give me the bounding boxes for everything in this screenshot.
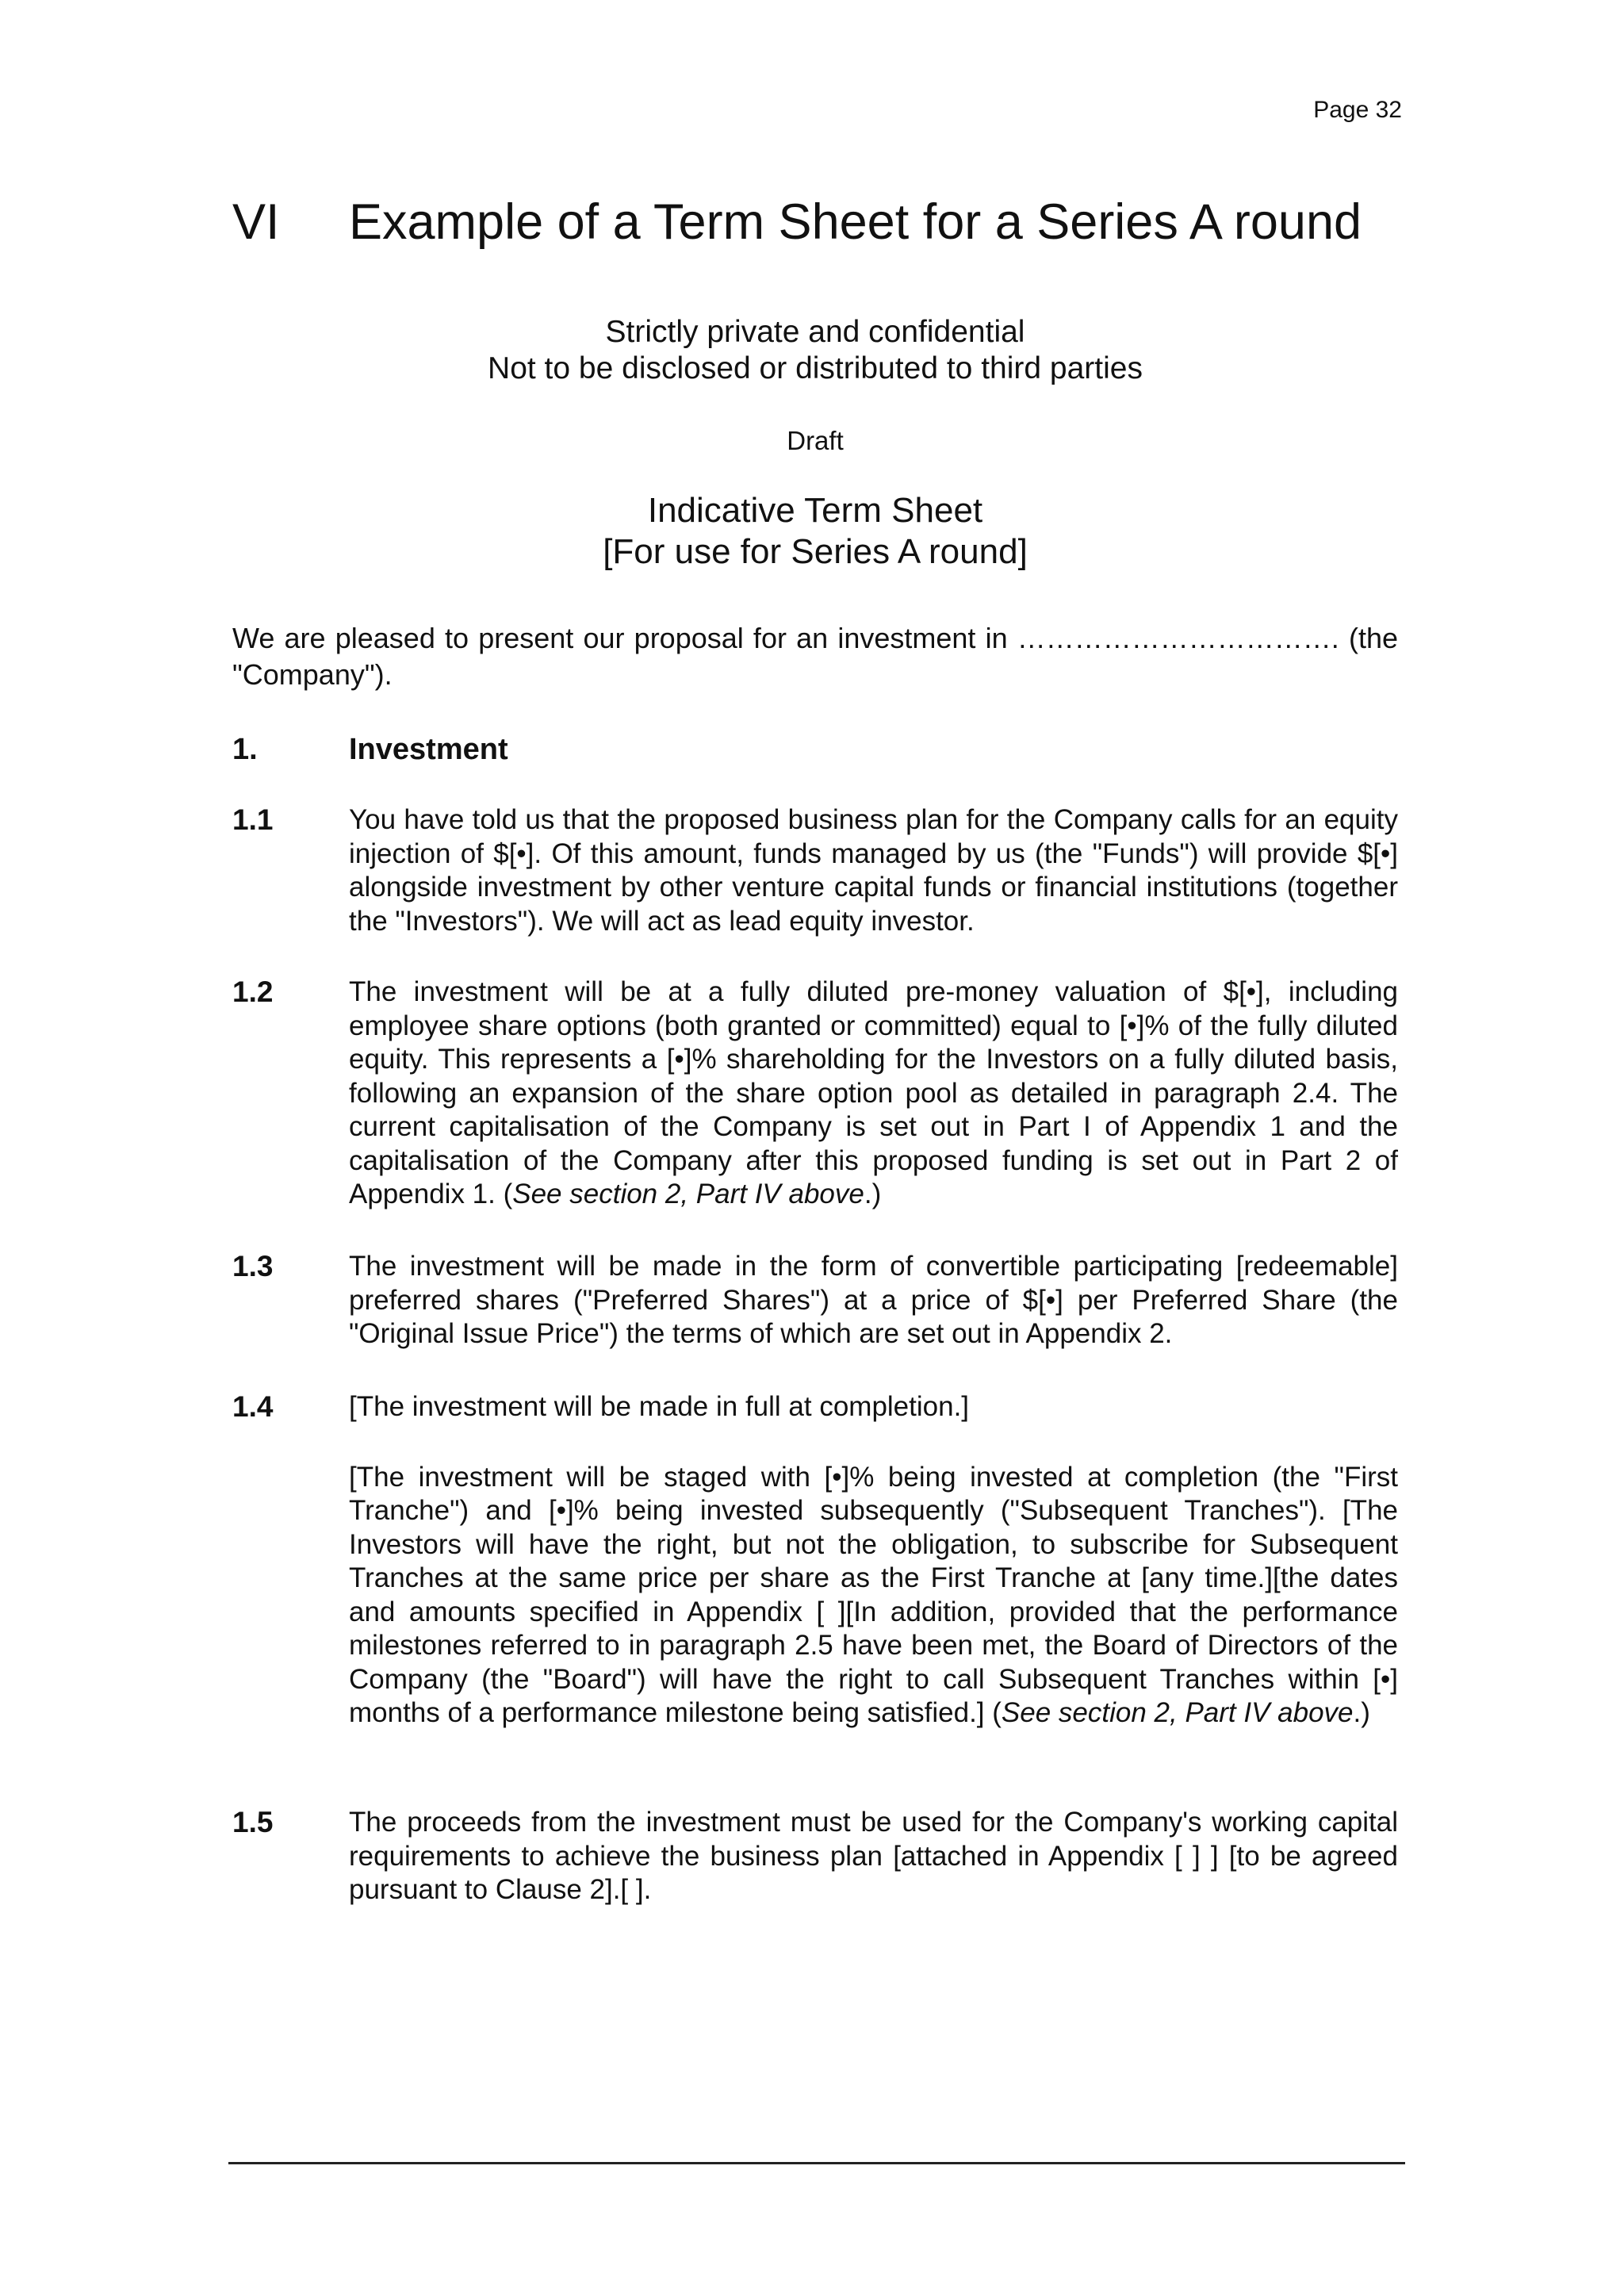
clause-number: 1.5 bbox=[232, 1806, 274, 1838]
clause-paragraph bbox=[349, 1390, 1398, 1424]
confidentiality-line-2: Not to be disclosed or distributed to third parties bbox=[488, 351, 1143, 385]
clause-number: 1.4 bbox=[232, 1390, 274, 1423]
clause-1-2 bbox=[232, 976, 1398, 1212]
clause-cross-reference: See section 2, Part IV above bbox=[512, 1179, 864, 1209]
clause-text bbox=[349, 1806, 1398, 1907]
clause-1-5 bbox=[232, 1806, 1398, 1907]
clause-paragraph bbox=[349, 976, 1398, 1212]
term-sheet-title-line-2: [For use for Series A round] bbox=[603, 532, 1028, 571]
confidentiality-notice bbox=[232, 314, 1398, 387]
clause-text bbox=[349, 1250, 1398, 1351]
clause-cross-reference: See section 2, Part IV above bbox=[1001, 1697, 1354, 1728]
clause-number: 1.1 bbox=[232, 803, 274, 836]
section-title: Investment bbox=[349, 733, 508, 766]
clause-text bbox=[349, 976, 1398, 1212]
section-number: 1. bbox=[232, 733, 258, 766]
term-sheet-title bbox=[232, 490, 1398, 573]
clause-paragraph-text: [The investment will be made in full at completion.] bbox=[349, 1391, 970, 1422]
chapter-heading bbox=[232, 194, 1398, 251]
clause-paragraph-text: The investment will be at a fully diluted pre-money valuation of $[•], including employee share options (both granted or committed) equal to [•]% of the fully diluted equity. This represents a [•]% shareholding for the Investors on a fully diluted basis, following an expansion of the share option pool as detailed in paragraph 2.4. The current capitalisation of the Company is set out in Part I of Appendix 1 and the capitalisation of the Company after this proposed funding is set out in Part 2 of Appendix 1. ( bbox=[349, 976, 1398, 1209]
clause-paragraph-end: .) bbox=[1353, 1697, 1370, 1728]
chapter-numeral: VI bbox=[232, 194, 280, 250]
clause-paragraph-text: The investment will be made in the form of convertible participating [redeemable] preferred shares ("Preferred Shares") at a price of $[•] per Preferred Share (the "Original Issue Price") the terms of which are set out in Appendix 2. bbox=[349, 1251, 1398, 1349]
page-number: Page 32 bbox=[1313, 97, 1402, 123]
clause-number: 1.3 bbox=[232, 1250, 274, 1282]
clause-paragraph-text: The proceeds from the investment must be used for the Company's working capital requirements to achieve the business plan [attached in Appendix [ ] ] [to be agreed pursuant to Clause 2].[ ]. bbox=[349, 1807, 1398, 1905]
term-sheet-title-line-1: Indicative Term Sheet bbox=[647, 491, 983, 530]
draft-status: Draft bbox=[787, 426, 844, 455]
clause-paragraph-text: [The investment will be staged with [•]% being invested at completion (the "First Tranche") and [•]% being invested subsequently ("Subsequent Tranches"). [The Investors will have the right, but not the obligation, to subscribe for Subsequent Tranches at the same price per share as the First Tranche at [any time.][the dates and amounts specified in Appendix [ ][In addition, provided that the performance milestones referred to in paragraph 2.5 have been met, the Board of Directors of the Company (the "Board") will have the right to call Subsequent Tranches within [•] months of a performance milestone being satisfied.] ( bbox=[349, 1461, 1398, 1728]
clause-paragraph bbox=[349, 1461, 1398, 1731]
clause-paragraph bbox=[349, 1806, 1398, 1907]
clause-1-3 bbox=[232, 1250, 1398, 1351]
clause-number: 1.2 bbox=[232, 976, 274, 1008]
confidentiality-line-1: Strictly private and confidential bbox=[605, 315, 1025, 349]
clause-1-4 bbox=[232, 1390, 1398, 1731]
clause-text bbox=[349, 803, 1398, 938]
footer-divider bbox=[228, 2162, 1405, 2164]
clause-1-1 bbox=[232, 803, 1398, 938]
chapter-title: Example of a Term Sheet for a Series A round bbox=[349, 194, 1362, 250]
section-heading bbox=[232, 733, 508, 767]
clause-paragraph bbox=[349, 803, 1398, 938]
intro-paragraph: We are pleased to present our proposal for an investment in ……………………………. (the "Company"). bbox=[232, 622, 1398, 691]
clause-paragraph-end: .) bbox=[864, 1179, 882, 1209]
clause-paragraph bbox=[349, 1250, 1398, 1351]
clause-text bbox=[349, 1390, 1398, 1731]
clause-paragraph-text: You have told us that the proposed business plan for the Company calls for an equity injection of $[•]. Of this amount, funds managed by us (the "Funds") will provide $[•] alongside investment by other venture capital funds or financial institutions (together the "Investors"). We will act as lead equity investor. bbox=[349, 804, 1398, 937]
